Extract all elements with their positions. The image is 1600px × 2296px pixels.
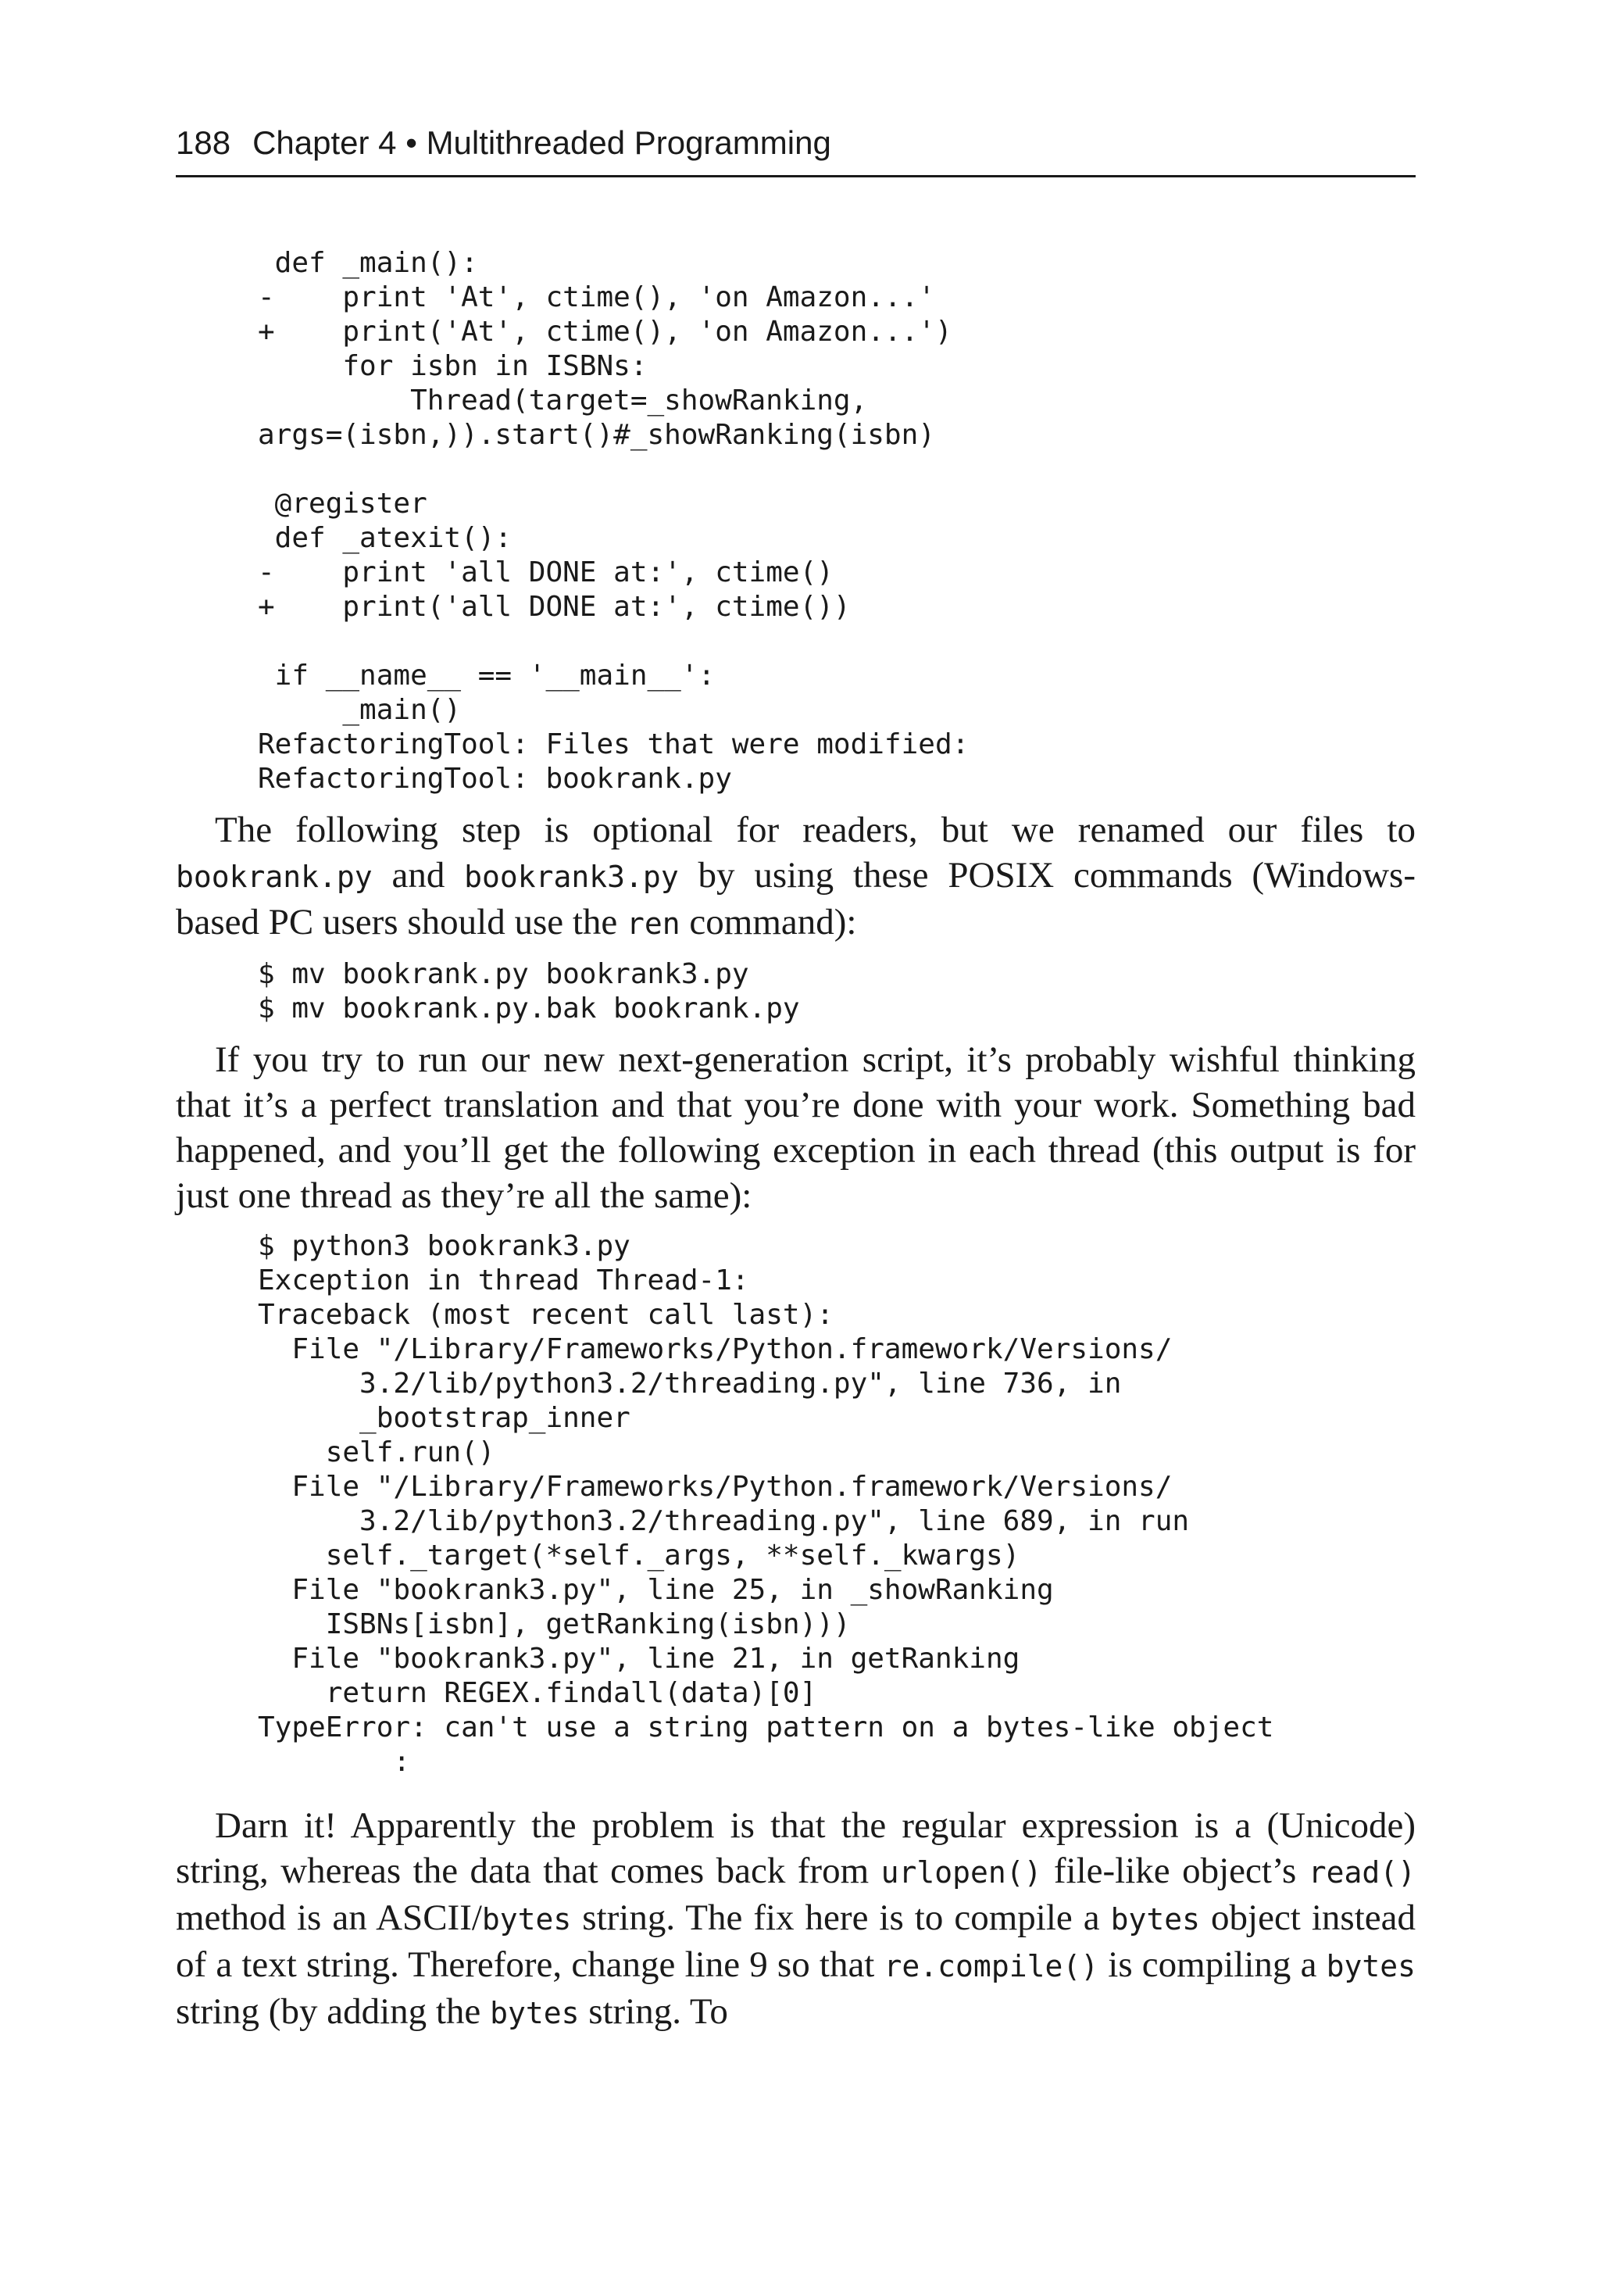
code-line: + print('At', ctime(), 'on Amazon...') — [258, 316, 952, 348]
paragraph-text: object instead of a text string. Therefore, change line 9 so that — [176, 1897, 1416, 1985]
inline-code: bookrank3.py — [464, 860, 679, 894]
inline-code: urlopen() — [880, 1855, 1042, 1890]
inline-code: ren — [627, 907, 680, 941]
code-blank-line — [258, 452, 1416, 487]
paragraph-text: and — [372, 855, 465, 896]
code-line: Thread(target=_showRanking, — [258, 384, 868, 417]
code-line: if __name__ == '__main__': — [258, 660, 716, 692]
code-line: _bootstrap_inner — [258, 1402, 630, 1434]
inline-code: read() — [1308, 1855, 1416, 1890]
code-block-2to3-diff — [176, 246, 1416, 796]
code-line: RefactoringTool: bookrank.py — [258, 763, 732, 795]
inline-code: re.compile() — [884, 1949, 1099, 1983]
code-line: Exception in thread Thread-1: — [258, 1264, 749, 1296]
chapter-title: Chapter 4 • Multithreaded Programming — [252, 124, 831, 161]
code-line: File "bookrank3.py", line 21, in getRanking — [258, 1643, 1020, 1675]
code-line: $ mv bookrank.py.bak bookrank.py — [258, 992, 800, 1025]
inline-code: bytes — [490, 1996, 580, 2030]
paragraph-text: command): — [680, 902, 857, 942]
code-line: for isbn in ISBNs: — [258, 350, 648, 382]
code-line: File "bookrank3.py", line 25, in _showRanking — [258, 1574, 1054, 1606]
code-line: 3.2/lib/python3.2/threading.py", line 736, in — [258, 1368, 1122, 1400]
code-line: : — [258, 1746, 411, 1778]
paragraph-text: The following step is optional for readers, but we renamed our files to — [215, 810, 1416, 850]
body-paragraph-rename — [176, 807, 1416, 946]
paragraph-text: file-like object’s — [1041, 1851, 1309, 1891]
code-blank-line — [258, 624, 1416, 659]
running-header — [176, 117, 1416, 177]
code-line: TypeError: can't use a string pattern on a bytes-like object — [258, 1711, 1274, 1743]
paragraph-text: Darn it! Apparently the problem is that the regular expression is a (Unicode) string, whereas the data that comes back from — [176, 1805, 1416, 1891]
body-paragraph-exception: If you try to run our new next-generation script, it’s probably wishful thinking that it’s a perfect translation and that you’re done with your work. Something bad happened, and you’ll get the following exception in each thread (this output is for just one thread as they’re all the same): — [176, 1039, 1416, 1216]
inline-code: bytes — [1110, 1902, 1201, 1937]
code-line: @register — [258, 488, 427, 520]
code-block-traceback — [176, 1229, 1416, 1779]
code-line: $ mv bookrank.py bookrank3.py — [258, 958, 749, 990]
code-block-mv-commands — [176, 957, 1416, 1026]
code-line: - print 'At', ctime(), 'on Amazon...' — [258, 281, 935, 313]
code-line: _main() — [258, 694, 462, 726]
paragraph-text: string. To — [579, 1991, 728, 2032]
code-line: File "/Library/Frameworks/Python.framework/Versions/ — [258, 1471, 1173, 1503]
code-line: Traceback (most recent call last): — [258, 1299, 834, 1331]
code-line: def _main(): — [258, 247, 478, 279]
code-line: - print 'all DONE at:', ctime() — [258, 556, 834, 588]
inline-code: bytes — [481, 1902, 572, 1937]
page-number: 188 — [176, 124, 231, 161]
code-line: + print('all DONE at:', ctime()) — [258, 591, 851, 623]
code-line: def _atexit(): — [258, 522, 512, 554]
body-paragraph-bytes-fix — [176, 1803, 1416, 2036]
book-page — [176, 117, 1416, 2036]
inline-code: bytes — [1326, 1949, 1416, 1983]
inline-code: bookrank.py — [176, 860, 373, 894]
code-line: return REGEX.findall(data)[0] — [258, 1677, 817, 1709]
paragraph-text: method is an ASCII/ — [176, 1897, 482, 1938]
code-line: RefactoringTool: Files that were modified: — [258, 728, 970, 760]
code-line: self._target(*self._args, **self._kwargs) — [258, 1540, 1020, 1572]
code-line: args=(isbn,)).start()#_showRanking(isbn) — [258, 419, 935, 451]
paragraph-text: string. The fix here is to compile a — [571, 1897, 1111, 1938]
code-line: 3.2/lib/python3.2/threading.py", line 689, in run — [258, 1505, 1190, 1537]
code-line: File "/Library/Frameworks/Python.framework/Versions/ — [258, 1333, 1173, 1365]
paragraph-text: by using these POSIX commands (Windows-based PC users should use the — [176, 855, 1416, 942]
paragraph-text: string (by adding the — [176, 1991, 491, 2032]
code-line: $ python3 bookrank3.py — [258, 1230, 630, 1262]
paragraph-text: is compiling a — [1098, 1944, 1327, 1985]
code-line: self.run() — [258, 1436, 495, 1468]
code-line: ISBNs[isbn], getRanking(isbn))) — [258, 1608, 851, 1640]
